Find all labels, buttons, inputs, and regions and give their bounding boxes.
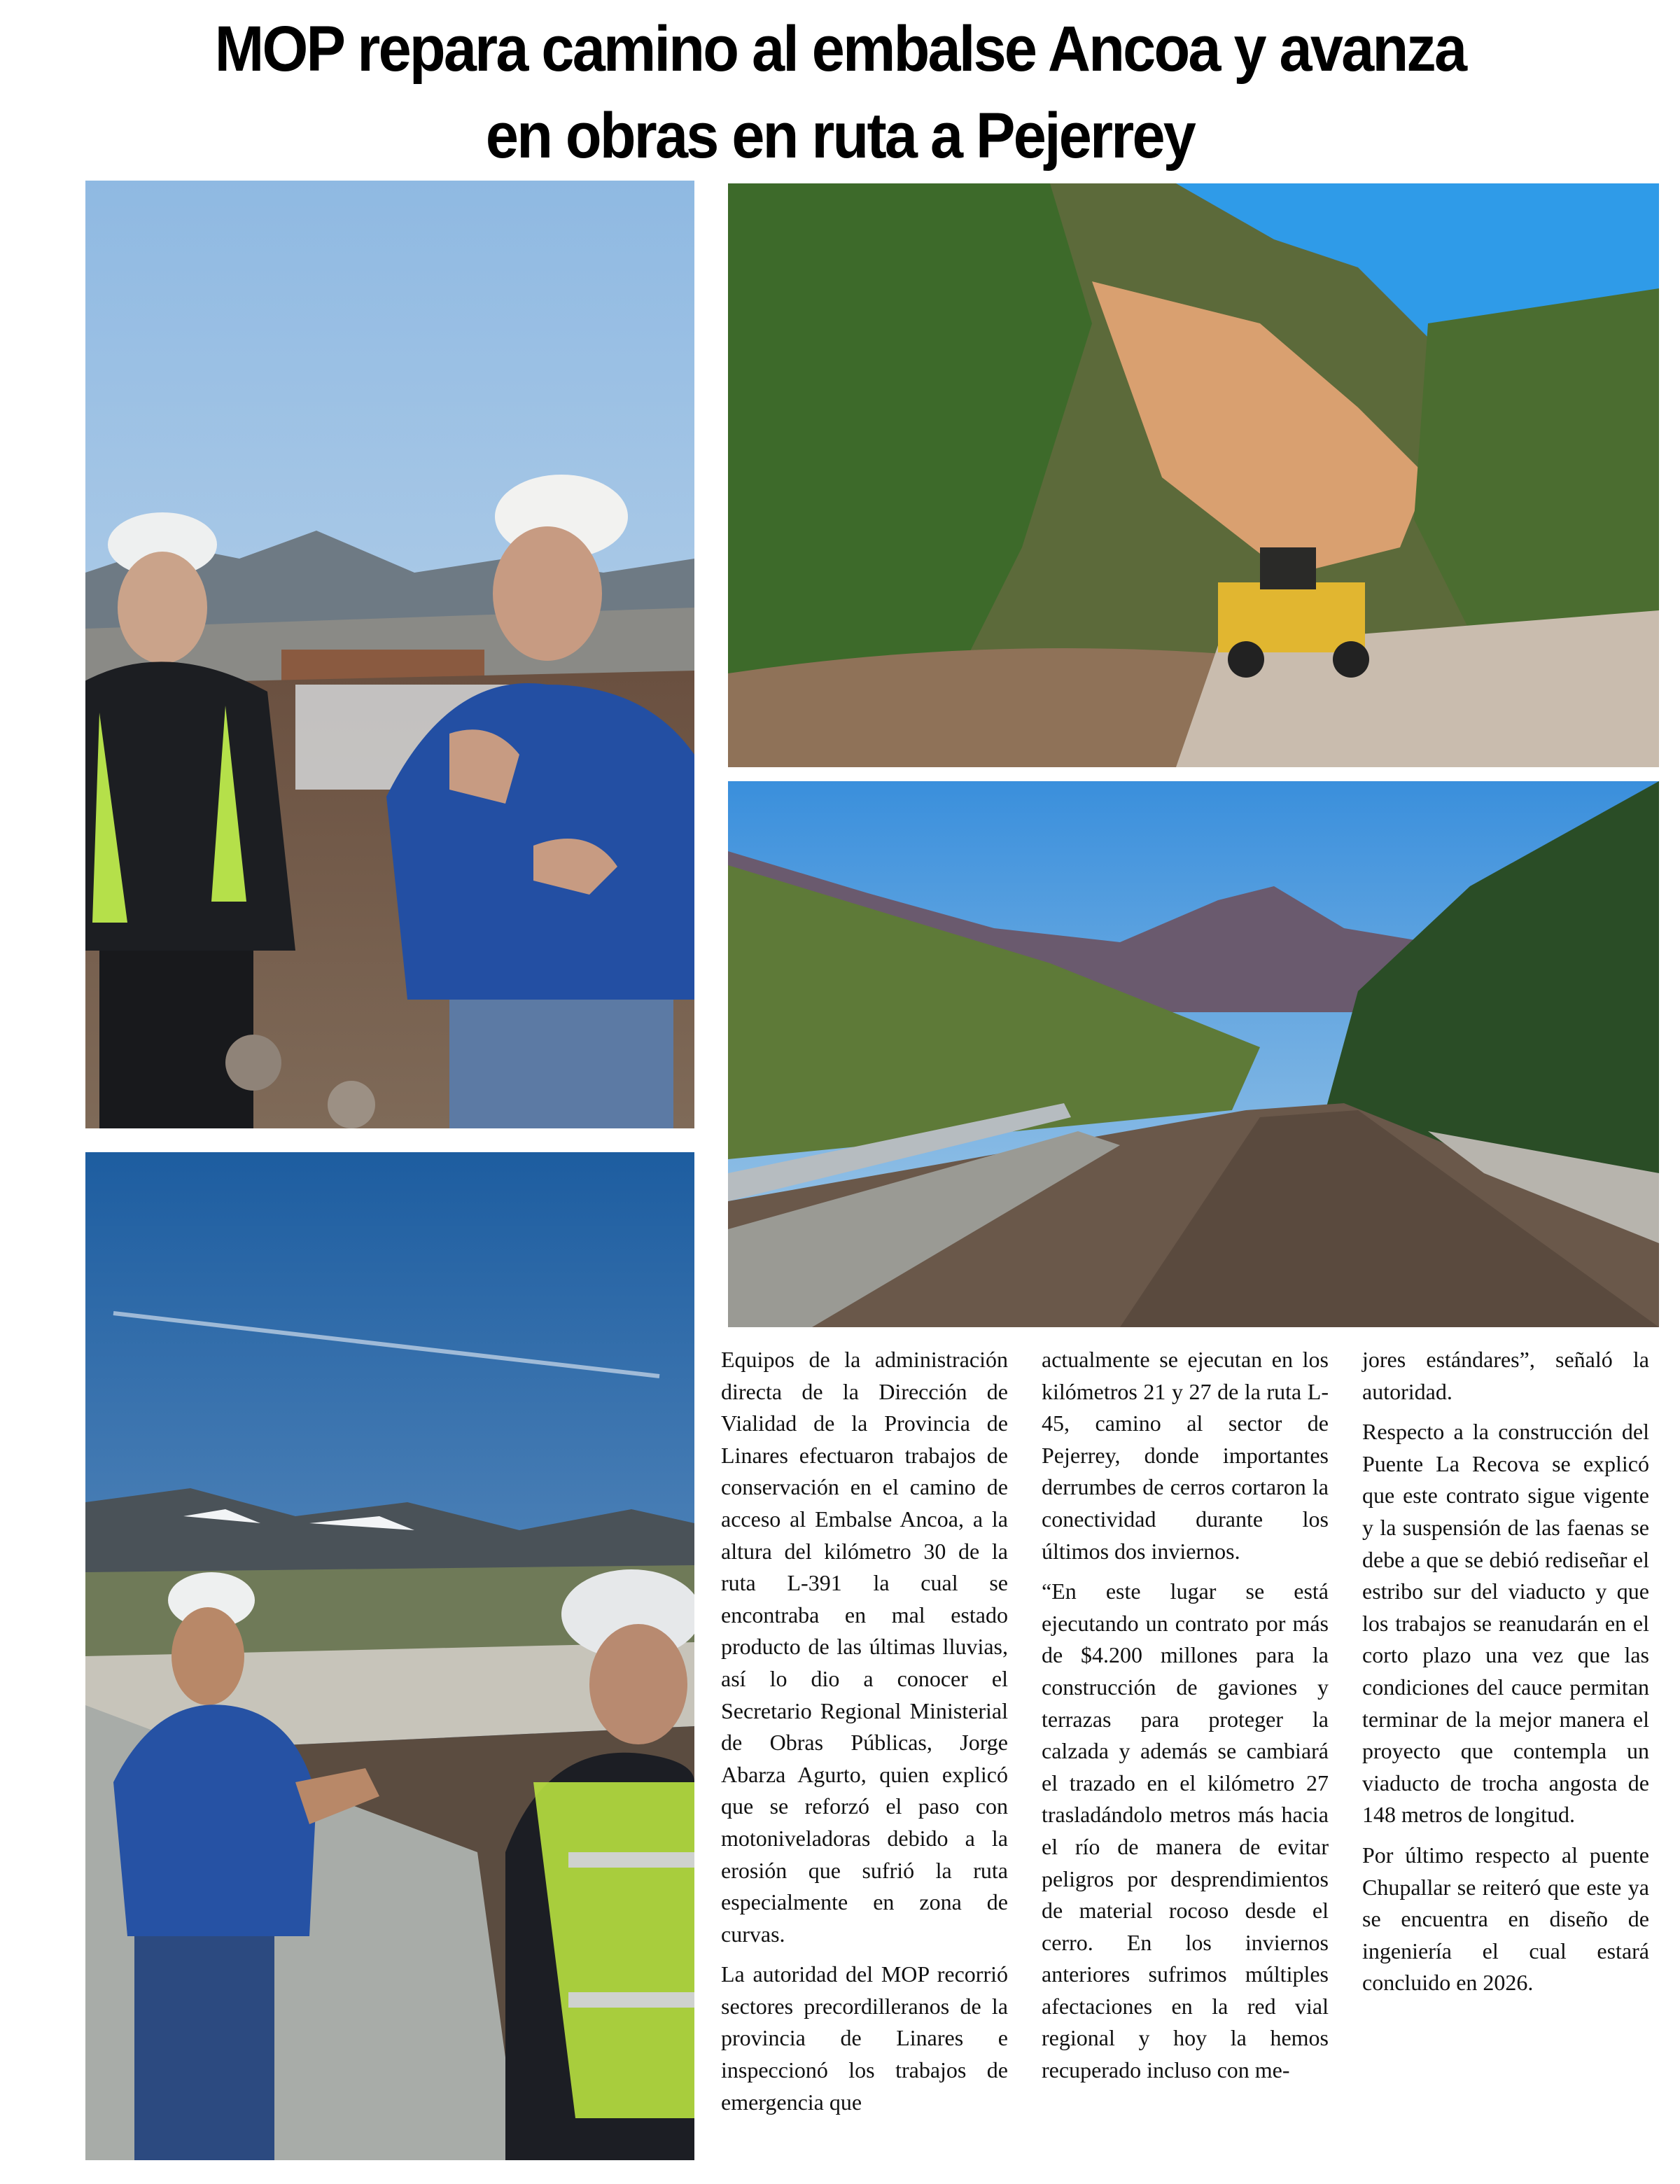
paragraph: “En este lugar se está ejecutando un contrato por más de $4.200 millones para la construcción de gaviones y terrazas para proteger la calzada y además se cambiará el trazado en el kilómetro 27 trasladándolo metros más hacia el río de manera de evitar peligros por desprendimientos de material rocoso desde el cerro. En los inviernos anteriores sufrimos múltiples afectaciones en la red vial regional y hoy la hemos recuperado incluso con me- [1042,1578,1329,2083]
headline-line-1: MOP repara camino al embalse Ancoa y avanza [214,13,1466,85]
photo-officials-at-site [85,181,694,1128]
article-column-1 [721,1344,1008,2127]
article-body [721,1344,1659,2184]
paragraph: Por último respecto al puente Chupallar se reiteró que este ya se encuentra en diseño de ingeniería el cual estará concluido en 2026. [1362,1842,1649,1996]
paragraph: Respecto a la construcción del Puente La Recova se explicó que este contrato sigue vigente y la suspensión de las faenas se debe a que se debió rediseñar el estribo sur del viaducto y que los trabajos se reanudarán en el corto plazo una vez que las condiciones del cauce permitan terminar de la mejor manera el proyecto que contempla un viaducto de trocha angosta de 148 metros de longitud. [1362,1419,1649,1828]
headline-line-2: en obras en ruta a Pejerrey [485,100,1195,172]
paragraph: jores estándares”, señaló la autoridad. [1362,1347,1649,1404]
article-headline [67,6,1613,179]
paragraph: actualmente se ejecutan en los kilómetros 21 y 27 de la ruta L-45, camino al sector de Pejerrey, donde importantes derrumbes de cerros cortaron la conectividad durante los últimos dos inviernos. [1042,1347,1329,1564]
photo-officials-riverside [85,1152,694,2160]
photo-grader-hillside [728,183,1659,767]
photo-gravel-road-valley [728,781,1659,1327]
paragraph: La autoridad del MOP recorrió sectores precordilleranos de la provincia de Linares e inspeccionó los trabajos de emergencia que [721,1961,1008,2115]
article-column-3 [1362,1344,1649,2008]
article-column-2 [1042,1344,1329,2095]
paragraph: Equipos de la administración directa de la Dirección de Vialidad de la Provincia de Linares efectuaron trabajos de conservación en el camino de acceso al Embalse Ancoa, a la altura del kilómetro 30 de la ruta L-391 la cual se encontraba en mal estado producto de las últimas lluvias, así lo dio a conocer el Secretario Regional Ministerial de Obras Públicas, Jorge Abarza Agurto, quien explicó que se reforzó el paso con motoniveladoras debido a la erosión que sufrió la ruta especialmente en zona de curvas. [721,1347,1008,1947]
